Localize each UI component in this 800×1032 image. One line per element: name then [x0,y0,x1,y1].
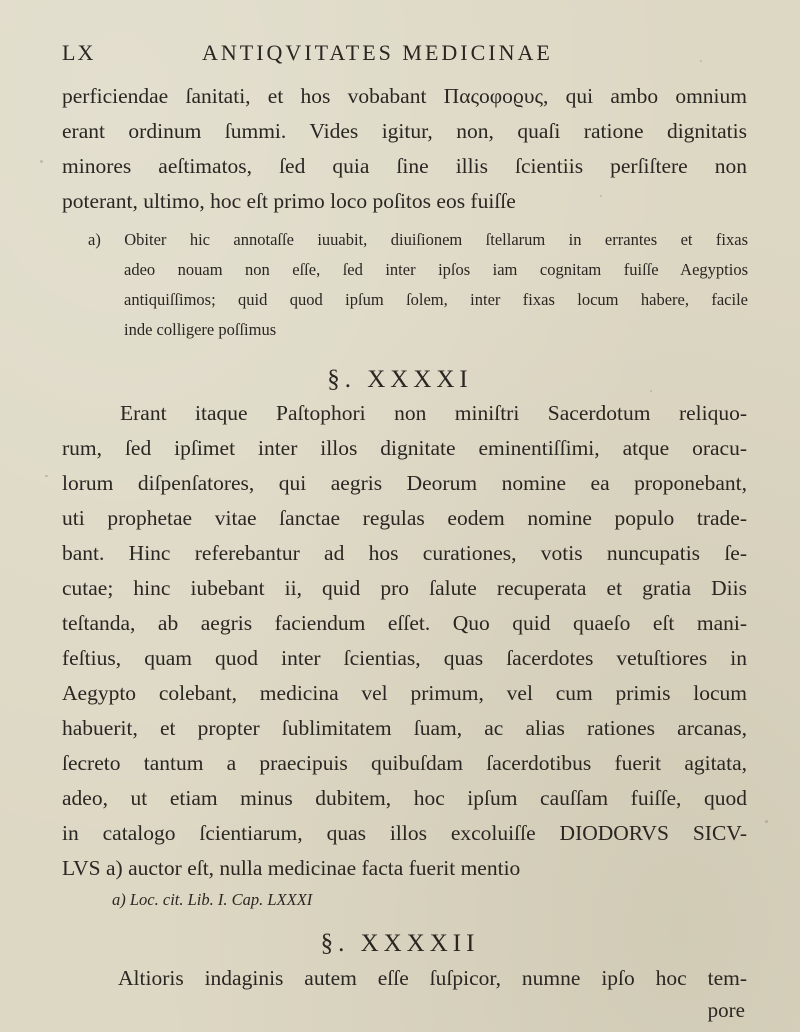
body-line: adeo, ut etiam minus dubitem, hoc ipſum cauſſam fuiſſe, quod [62,786,747,810]
paper-speck [45,475,48,477]
footnote-line: adeo nouam non eſſe, ſed inter ipſos iam cognitam fuiſſe Aegyptios [124,260,748,279]
body-line: cutae; hinc iubebant ii, quid pro ſalute recuperata et gratia Diis [62,576,747,600]
paper-speck [700,60,702,62]
body-line: Erant itaque Paſtophori non miniſtri Sacerdotum reliquo- [120,401,747,425]
footnote-line: antiquiſſimos; quid quod ipſum ſolem, inter fixas locum habere, facile [124,290,748,309]
body-line: bant. Hinc referebantur ad hos curationes, votis nuncupatis ſe- [62,541,747,565]
footnote-reference: a) Loc. cit. Lib. I. Cap. LXXXI [112,890,313,909]
body-line: in catalogo ſcientiarum, quas illos excoluiſſe DIODORVS SICV- [62,821,747,845]
paper-speck [600,195,602,197]
body-line: lorum diſpenſatores, qui aegris Deorum nomine ea proponebant, [62,471,747,495]
paper-speck [765,820,768,823]
footnote-line: inde colligere poſſimus [124,320,277,339]
page-number: LX [62,40,96,65]
section-heading: §. XXXXI [327,366,473,393]
paper-speck [40,160,43,163]
paper-speck [650,390,652,392]
footnote-line: a) Obiter hic annotaſſe iuuabit, diuiſionem ſtellarum in errantes et fixas [88,230,748,249]
body-line: uti prophetae vitae ſanctae regulas eodem nomine populo trade- [62,506,747,530]
running-title: ANTIQVITATES MEDICINAE [202,40,553,65]
body-line: LVS a) auctor eſt, nulla medicinae facta fuerit mentio [62,856,521,880]
body-line: minores aeſtimatos, ſed quia ſine illis ſcientiis perſiſtere non [62,154,747,178]
body-line: Altioris indaginis autem eſſe ſuſpicor, numne ipſo hoc tem- [118,966,747,990]
body-line: Aegypto colebant, medicina vel primum, vel cum primis locum [62,681,747,705]
body-line: habuerit, et propter ſublimitatem ſuam, ac alias rationes arcanas, [62,716,747,740]
body-line: perficiendae ſanitati, et hos vobabant Παςοφοϱυς, qui ambo omnium [62,84,747,108]
body-line: poterant, ultimo, hoc eſt primo loco poſitos eos fuiſſe [62,189,516,213]
body-line: rum, ſed ipſimet inter illos dignitate eminentiſſimi, atque oracu- [62,436,747,460]
section-heading: §. XXXXII [320,930,480,957]
body-line: teſtanda, ab aegris faciendum eſſet. Quo quid quaeſo eſt mani- [62,611,747,635]
catchword: pore [707,998,745,1022]
body-line: ſecreto tantum a praecipuis quibuſdam ſacerdotibus fuerit agitata, [62,751,747,775]
body-line: feſtius, quam quod inter ſcientias, quas ſacerdotes vetuſtiores in [62,646,747,670]
running-header [62,40,760,74]
body-line: erant ordinum ſummi. Vides igitur, non, quaſi ratione dignitatis [62,119,747,143]
